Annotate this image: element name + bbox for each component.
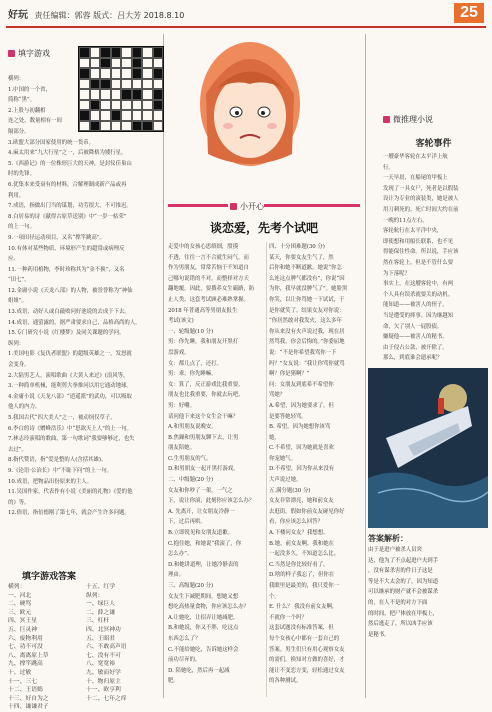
article-line: 的各种测试。 (269, 678, 302, 685)
article-line: 理由。 (168, 572, 185, 579)
story-line: 然在客轮上。但是不管什么要 (383, 259, 454, 266)
answer-item: 九、敏而好学 (86, 669, 121, 676)
clue-line: 连之处，数量相有一间 (8, 118, 62, 125)
article-line: 能让不变恋方变，轻松通过女友 (269, 667, 345, 674)
answer-item: 六、废物利用 (8, 635, 43, 642)
clue-line: “田七”。 (8, 277, 30, 284)
clue-line: 9.一项田径运动项目，又名“撑竿跳高”。 (8, 234, 105, 241)
story-line: 命，欠了别人一屁股债。 (383, 323, 443, 330)
answer-item: 八、离离原上草 (8, 652, 49, 659)
story-line: 那么，到底谁会遗承呢？ (383, 355, 443, 362)
article-line: 说：“不是你希望我骂你一下 (269, 349, 337, 356)
clue-line: 的》等。 (8, 499, 30, 506)
clue-line: 15.专门研究小说《红楼梦》及同关课题的学问。 (8, 330, 125, 337)
answer-line: 的时间，把尸体放在甲板上， (368, 610, 439, 617)
clue-line: 时的先锋。 (8, 171, 35, 178)
answer-item: 七、功不可没 (8, 644, 43, 651)
article-line: 走爱中的女孩心思缜细，殷摸 (168, 244, 239, 250)
ship-illustration (368, 368, 488, 528)
article-line: D.啥的样子我忘了，但你在 (269, 572, 335, 579)
article-line: 每个女孩心中都有一套自己的 (269, 635, 340, 642)
article-line: D.不希望，因为你从来没有 (269, 466, 335, 473)
story-line: 客轮航行在太平洋中央， (383, 228, 443, 235)
answer-item: 十二、王语嫣 (8, 687, 43, 694)
answer-item: 一、河北 (8, 592, 32, 599)
crossword-cell (100, 47, 111, 58)
article-line: 骂她？ (269, 392, 286, 399)
article-column-b (269, 242, 363, 687)
answer-item: 五、巨灵神 (8, 626, 37, 633)
clue-line: 姐姐”。 (8, 298, 27, 305)
article-line: 前功尽弃的。 (168, 657, 201, 664)
clue-line: 简称“黑”。 (8, 97, 36, 104)
section-title: 好玩 (8, 10, 28, 21)
clue-line: 应。 (8, 256, 19, 263)
article-line: 这套试题没有标准答案，但 (269, 625, 334, 632)
crossword-cell (79, 58, 90, 69)
clue-line: 10.成语，把物品出份原来的主人。 (8, 478, 93, 485)
clue-line: 5.《西游记》的一位株形巨大的天神，是封仪佳巢山 (8, 160, 132, 167)
article-line: 盘游戏。 (168, 349, 190, 356)
header-meta: 责任编辑：郭蓉 版式：吕大芳 2018.8.10 (34, 11, 185, 20)
story-line: 嫌疑他——被害人的秘书。 (383, 334, 448, 341)
page-header (0, 0, 492, 26)
clue-line: 纵列： (8, 340, 25, 347)
article-title: 谈恋爱，先考个试吧 (209, 221, 318, 235)
article-line: 我眼里是最美的，我只爱你一 (269, 583, 340, 589)
answer-item: 四、冥王星 (8, 618, 37, 625)
article-line: 不就你一个吗？ (269, 614, 307, 621)
article-line: C.当然是你比较好看了。 (269, 561, 329, 568)
article-line: C.抱住她，和她说“我滚了，你 (168, 540, 242, 547)
clue-line: 横列： (8, 76, 25, 82)
answer-item: 五、王昭君 (86, 635, 115, 642)
article-line: D.和她讲道理，让她冷静表的 (168, 561, 239, 568)
article-line: 大声说过她。 (269, 477, 302, 484)
article-line: C.生男朋友的气。 (168, 455, 212, 462)
story-line: 个人具有误杀就要关的动机。 (383, 291, 454, 298)
tag-marker-icon (230, 203, 237, 210)
crossword-cell (111, 47, 122, 58)
article-line: 想吃高热量食物，你应该怎么办？ (168, 604, 249, 611)
article-line: 不透，往往一言不合就生闷气，而 (168, 254, 249, 261)
answer-analysis-title: 答案解析： (368, 534, 408, 543)
article-line: 个。 (269, 593, 280, 600)
answer-item: 十五、红学 (86, 584, 115, 590)
article-column-a (168, 242, 264, 687)
article-line: 男：你先睡，我和朋友开黑打 (168, 339, 239, 346)
article-line: 下，说让你滚，此刻你应该怎么办？ (168, 498, 255, 505)
answers-block (8, 583, 160, 711)
article-line: B. 希望，因为她想你该骂 (269, 424, 331, 431)
clue-line: 8.指代赞语，指“爱是整的人(含括其雄)。 (8, 457, 107, 464)
article-line: 三、高级题(20 分) (168, 583, 214, 589)
page-number: 25 (454, 3, 484, 23)
article-line: 男：好嘞。 (168, 402, 195, 409)
article-line: B.焦躁和男朋友聊下去，让男 (168, 434, 239, 441)
header-text (8, 6, 184, 21)
clue-line: 12.金庸小说《天龙八部》的人物，被誉誉称为“神仙 (8, 287, 133, 294)
crossword-cell (90, 58, 101, 69)
article-line: 朋友也比我重要，你就去玩吧。 (168, 392, 244, 399)
story-line: 用刀刺死的。死亡时间大约在前 (383, 206, 459, 213)
clue-line: 1.美国电影《复仇者联盟》的超级英雄之一，发怒就 (8, 351, 132, 358)
article-line: 啊？你是猪啊？” (269, 371, 310, 378)
answer-item: 八、宽宽裕 (86, 661, 115, 668)
article-line: 然骂我，你会后悔的。”你委屈地 (269, 339, 345, 346)
article-line: C.不希望，因为她就是喜欢 (269, 445, 334, 452)
story-title: 客轮事件 (415, 139, 452, 149)
clue-line: 会变身。 (8, 362, 30, 369)
article-line: A.让她吃，让招弄让她减肥。 (168, 614, 239, 621)
article-line: 为你，我早就没脾气了”。她脸黑 (269, 286, 348, 293)
story-line: 能知道——被害人的侄子， (383, 302, 448, 309)
story-line: 事实上，在这艘客轮中，有两 (383, 281, 454, 288)
clue-line: 1.中国的一个省， (8, 86, 51, 93)
story-line: 即使想和用船长联系，也不见 (383, 238, 454, 245)
answer-line: 等是不大太会的了，因为知道 (368, 578, 439, 585)
cartoon-girl-illustration (196, 34, 304, 174)
crossword-clues (8, 74, 160, 519)
article-line: 女：都几点了，还打。 (168, 360, 222, 367)
article-line: 后你和她不断道歉。她说“你怎 (269, 265, 342, 272)
crossword-cell (153, 47, 164, 58)
story-body (383, 152, 487, 364)
story-line: 一晚的11点左右。 (383, 217, 428, 224)
answer-item: 一、绿巨人 (86, 601, 115, 608)
article-line: 肥。 (168, 678, 179, 685)
article-line: 四、十分困难题(30 分) (269, 244, 325, 250)
answer-item: 七、没有不可 (86, 652, 121, 659)
article-line: 己哪句说错的不对。而整择对方天 (168, 275, 249, 282)
clue-line: 6.李白的诗《赠峰浩乐》中“思欲天上人”的上一句。 (8, 425, 132, 432)
article-line: “你居然敢对我发火，这么多年 (269, 318, 342, 325)
story-line: 得能保住性命。所以说，手应该 (383, 249, 459, 256)
article-line: 止人类，这套考试顾必难熟掌握。 (168, 296, 249, 303)
crossword-cell (142, 47, 153, 58)
article-line: 女友和你吵了一架，一气之 (168, 487, 233, 494)
story-line: 设计为专业的滚装类，她是被人 (383, 196, 459, 203)
crossword-cell (100, 58, 111, 69)
clue-line: 12.俗语，指倍德刚了第七年，就会产生许多问题。 (8, 510, 130, 517)
answer-line: 的，在人不是的对方下面 (368, 599, 428, 606)
mystery-tag-label: 微推理小说 (393, 115, 433, 124)
article-line: A. 先离开，让女朋友冷静一 (168, 508, 235, 515)
story-line: 由于侵占公款，被开除了。 (383, 344, 448, 351)
article-line: 去逛街，假如你前女友碰见你好 (269, 508, 345, 515)
article-line: 朋友陪她。 (168, 445, 195, 452)
answer-item: 四、北冥神功 (86, 626, 121, 633)
article-line: 某天，你要女友生气了，然 (269, 254, 334, 261)
column-divider-left (163, 34, 164, 698)
answer-item: 十一、欧亨利 (86, 687, 121, 694)
article-divider (266, 242, 267, 697)
crossword-cell (153, 58, 164, 69)
clue-line: 他人的内力。 (8, 404, 41, 411)
article-line: 么连这点脾气都没有”，你说“因 (269, 275, 345, 282)
answer-line: 达，他为了不点起进户夫到手 (368, 557, 439, 564)
answer-item: 十、物归原主 (86, 678, 121, 685)
answers-title: 填字游戏答案 (22, 572, 77, 582)
humor-tag-label: 小开心 (240, 202, 264, 211)
article-line: 女：算了，反正游戏比我重要， (168, 381, 244, 388)
article-line: 东西怎么了？ (168, 635, 201, 642)
clue-line: 的上一句。 (8, 224, 35, 231)
article-line: 你笑，以让你骂她一下试试，于 (269, 296, 345, 303)
clue-line: 3.欧盟大部分国家使用的统一货币。 (8, 139, 95, 146)
article-line: 作为男朋友，常常苦恼于不知道自 (168, 265, 249, 272)
crossword-section-tag (8, 48, 50, 59)
article-line: 是你就笑了。结果女友对你说： (269, 307, 345, 314)
answer-item: 十、过敏 (8, 669, 32, 676)
clue-line: 4.金庸小说《天龙八部》“逍遥派”的武功，可以吸取 (8, 393, 132, 400)
article-line: 女友生下减肥期间，想她又想 (168, 593, 239, 600)
humor-section-tag (230, 201, 264, 212)
answer-item: 三、欧元 (8, 609, 32, 616)
crossword-cell (142, 58, 153, 69)
article-line: A.希望，因为她要求了，但 (269, 402, 334, 409)
clue-line: 利用。 (8, 192, 25, 199)
story-line: 当是遭受的摔事。因为继越知 (383, 312, 454, 319)
article-line: 吗？”女友说：“我让你骂你就骂 (269, 360, 345, 367)
article-line: 一起没多久，不知道怎么比。 (269, 551, 340, 558)
article-line: 五.满分题(30 分) (269, 487, 311, 494)
clue-line: 7.林志玲演唱的歌曲，第一句歌词“我要够够过，也失 (8, 436, 135, 443)
answers-column-down (86, 583, 127, 703)
article-line: 你从来没有火声说过我，现在居 (269, 328, 345, 335)
article-line: A.下楼问女友？我想想。 (269, 530, 329, 537)
article-line: C.不能给她吃，告诉她这样会 (168, 646, 239, 653)
clue-line: 11.一种药用植物，李时珍称其为“金不换”，又名 (8, 266, 125, 273)
column-divider-right (365, 34, 366, 698)
clue-line: 2.大陆男艺人，演唱歌曲《大黄人来过》(浪风等。 (8, 372, 129, 379)
article-line: B.和她说，你又不胖，吃这点 (168, 625, 239, 632)
article-line: 二、中级题(20 分) (168, 477, 214, 484)
header-rule (6, 26, 486, 28)
article-line: 她。 (269, 434, 280, 441)
crossword-cell (132, 47, 143, 58)
crossword-cell (121, 47, 132, 58)
answer-item: 三、杠杆 (86, 618, 110, 625)
article-line: 怎么办”。 (168, 551, 193, 558)
crossword-tag-label: 填字游戏 (18, 49, 50, 58)
answer-line: 然后逃走了，所以凶手应该 (368, 621, 433, 628)
article-line: 2018 年普通高等男朋友报生 (168, 307, 238, 314)
crossword-cell (132, 58, 143, 69)
clue-line: 隔部分。 (8, 128, 30, 135)
clue-line: 5.我国古代“四大美人”之一，被动饲仅草子。 (8, 415, 116, 421)
clue-line: 6.优集本来受衰有的材料，合解理制成新产品或再 (8, 181, 127, 188)
article-line: 是要答她轻骂。 (269, 413, 307, 420)
article-line: D. 陪她吃，然后再一起减 (168, 667, 230, 674)
mystery-section-tag (383, 114, 433, 125)
article-line: 你宠她气。 (269, 455, 296, 462)
clue-line: 2.上股与初翻相 (8, 107, 46, 114)
story-line: 一天早晨，在船尾的甲板上 (383, 175, 448, 182)
answer-item: 二、硬骂 (8, 601, 32, 608)
crossword-cell (79, 47, 90, 58)
clue-line: 3.一种简单机械，能利剪大拳推问以用它通动地球。 (8, 383, 132, 390)
article-line: 答案。男生们只有用心观察女友 (269, 646, 345, 653)
article-line: E. 什么？ 我没有前女友啊， (269, 604, 338, 611)
article-line: 看，你应该怎么回答？ (269, 519, 323, 526)
clue-line: 10.有体对某些物质、环境形产生的超常或病理反 (8, 245, 125, 252)
answer-line: 由于是进户被杀人员突 (368, 547, 422, 553)
answer-item: 九、撑竿跳高 (8, 661, 43, 668)
clue-line: 9.《论语·公冶长》中“不耻下问”的上一句。 (8, 467, 113, 474)
clue-line: 7.成语，指做出门当的谋划，功劳很大，不可推迟。 (8, 203, 132, 210)
story-line: 为下落呢？ (383, 270, 410, 277)
answer-item: 十三、好自为之 (8, 695, 49, 702)
story-line: 行。 (383, 164, 394, 171)
humor-tag-bar-right (264, 204, 360, 207)
article-line: 问：女朋友到底希不希望你 (269, 381, 334, 388)
article-line: 一、轮级题(10 分) (168, 328, 214, 335)
article-line: B.立即锐见和女朋友道歉。 (168, 530, 233, 537)
story-line: 发现了一具女尸，死者是以假装 (383, 185, 459, 192)
clue-line: 去过”。 (8, 446, 27, 453)
answers-column-across (8, 583, 49, 712)
humor-tag-bar (168, 204, 228, 207)
answer-line: 是秘书。 (368, 631, 390, 638)
tag-marker-icon (8, 50, 15, 57)
article-line: 请问他下来这个女生会干嘛？ (168, 413, 239, 420)
article-line: A.和男朋友说晚安。 (168, 424, 217, 431)
article-line: 的需们，换知对方做的喜好，才 (269, 657, 345, 664)
answer-item: 二、薛之谦 (86, 609, 115, 616)
answer-item: 十四、谦谦君子 (8, 704, 49, 711)
tag-marker-icon (383, 116, 390, 123)
crossword-cell (121, 58, 132, 69)
answer-analysis-body (368, 545, 486, 640)
article-line: B.她，前女友啊，我和她在 (269, 540, 334, 547)
answers-header-across: 横列： (8, 584, 26, 590)
article-line: 考试(该文) (168, 318, 194, 325)
answer-item: 十二、七年之痒 (86, 695, 127, 702)
clue-line: 8.白居易的诗《献得古原草送别》中“一岁一枯荣” (8, 213, 127, 220)
clue-line: 13.成语，动好人或白敲败问好池说的去成于下去。 (8, 309, 130, 316)
crossword-cell (111, 58, 122, 69)
article-line: 下，过后再哄。 (168, 519, 206, 526)
article-line: 女友非常漂亮，她和前女友 (269, 498, 334, 505)
answer-line: ，没有谋杀害的件日子这是 (368, 568, 433, 575)
clue-line: 4.麻太用来“九大行星”之一，后被降格为矮行星。 (8, 150, 127, 157)
answer-item: 十一、三七 (8, 678, 37, 685)
article-line: D.和男朋友一起开黑打游戏。 (168, 466, 239, 473)
clue-line: 14.成语，通萤露的，据严肃要求自己，品格高尚的人。 (8, 319, 141, 326)
article-line: 男：乖，你先睡嘛。 (168, 371, 217, 378)
story-line: 一艘豪华客轮在太平洋上航 (383, 154, 448, 160)
answer-item: 六、不敢高声语 (86, 644, 127, 651)
answer-line: 可以继承的财产就不会被谋杀 (368, 589, 439, 596)
crossword-cell (90, 47, 101, 58)
article-line: 翻地覆，因此，要撰养女生霸路，防 (168, 286, 255, 293)
clue-line: 11.吴国作家，代表作有小说《美丽的礼物》《爱的他 (8, 489, 133, 496)
answers-header-down: 纵列： (86, 592, 104, 599)
